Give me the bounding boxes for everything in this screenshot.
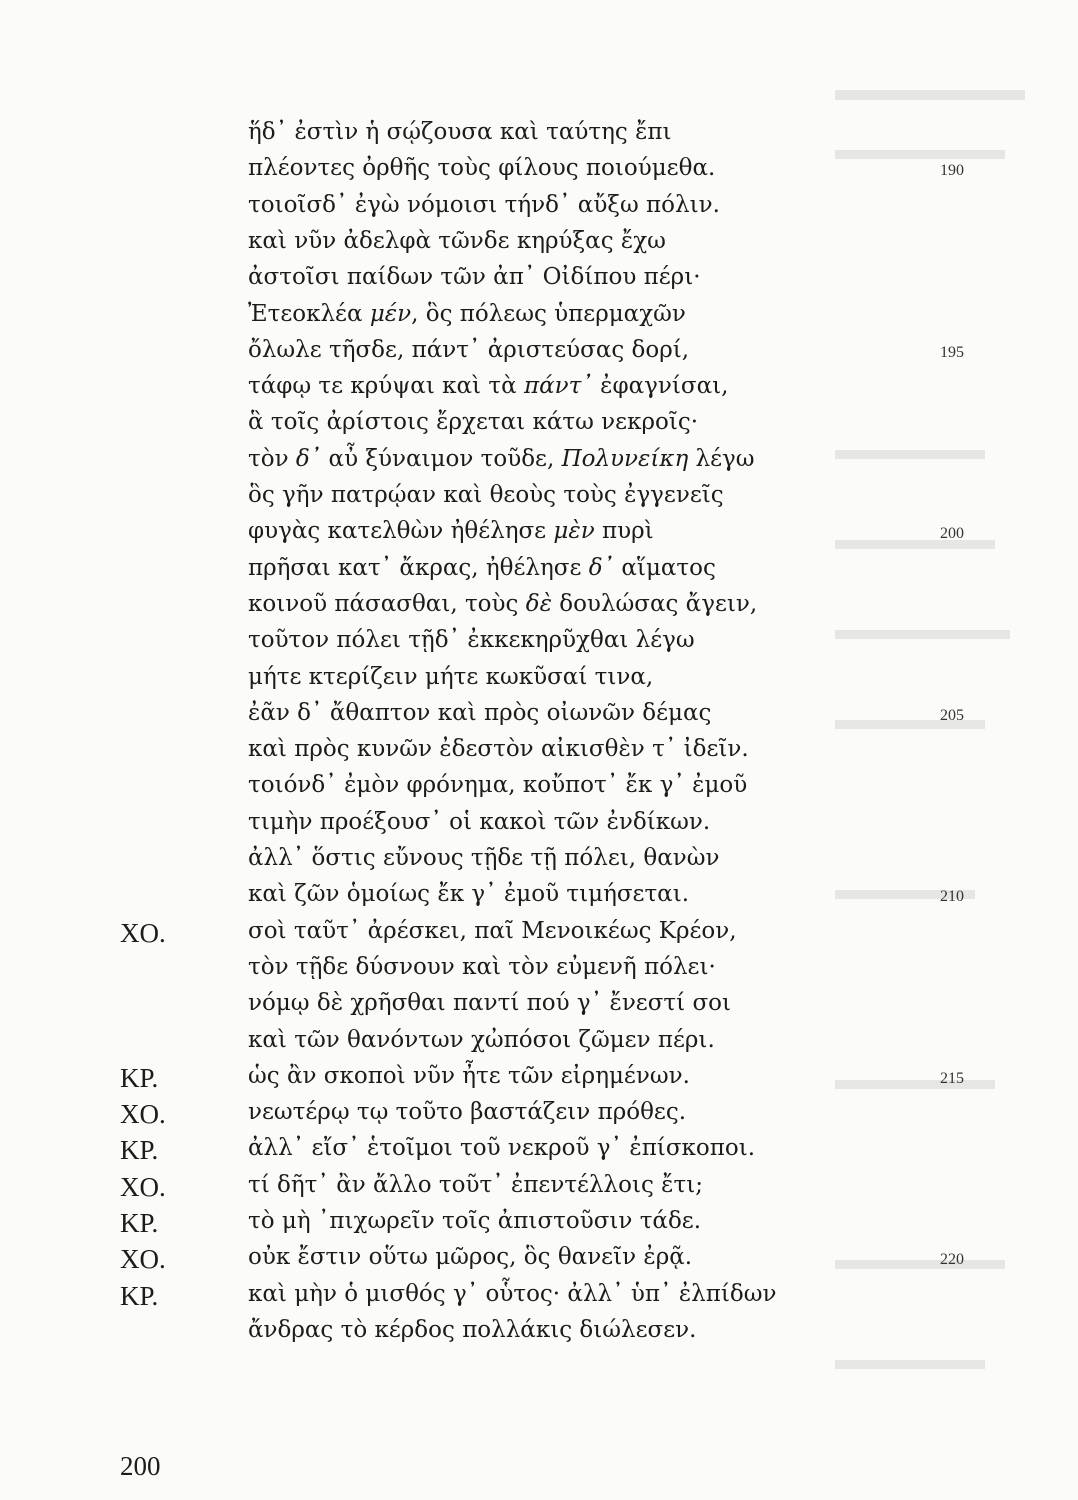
verse-text — [248, 881, 689, 907]
verse-line — [0, 1242, 1078, 1278]
verse-line — [0, 117, 1078, 153]
verse-segment: τί δῆτ᾽ ἂν ἄλλο τοῦτ᾽ ἐπεντέλλοις ἔτι; — [248, 1171, 704, 1198]
verse-text — [248, 1135, 755, 1161]
verse-segment: , ὃς πόλεως ὑπερμαχῶν — [411, 300, 686, 327]
speaker-label: ΧΟ. — [120, 1171, 166, 1202]
speaker-label: ΚΡ. — [120, 1208, 159, 1238]
verse-text — [248, 845, 719, 871]
verse-line — [0, 371, 1078, 407]
verse-segment: ἀστοῖσι παίδων τῶν ἀπ᾽ Οἰδίπου πέρι· — [248, 264, 701, 291]
verse-line — [0, 1170, 1078, 1206]
verse-line — [0, 589, 1078, 625]
verse-segment: αἵματος — [614, 554, 716, 581]
italic-word: πάντ᾽ — [523, 373, 593, 400]
speaker-label: ΚΡ. — [120, 1062, 159, 1093]
verse-text — [248, 700, 711, 726]
verse-segment: αὖ ξύναιμον τοῦδε, — [321, 445, 562, 472]
verse-text — [248, 809, 710, 835]
verse-text — [248, 301, 686, 327]
verse-line — [0, 734, 1078, 770]
verse-text — [248, 772, 747, 798]
verse-segment: τοιόνδ᾽ ἐμὸν φρόνημα, κοὔποτ᾽ ἔκ γ᾽ ἐμοῦ — [248, 772, 748, 799]
line-number: 220 — [940, 1251, 964, 1269]
speaker-label: ΧΟ. — [120, 1099, 166, 1130]
verse-line — [0, 153, 1078, 189]
verse-line — [0, 516, 1078, 552]
speaker-label: ΚΡ. — [120, 1280, 159, 1311]
verse-segment: σοὶ ταῦτ᾽ ἀρέσκει, παῖ Μενοικέως Κρέον, — [248, 917, 737, 944]
verse-text — [248, 1063, 690, 1089]
verse-text — [248, 555, 716, 581]
italic-word: Πολυνείκη — [561, 445, 689, 472]
verse-segment: φυγὰς κατελθὼν ἠθέλησε — [248, 518, 554, 545]
verse-line — [0, 262, 1078, 298]
verse-line — [0, 662, 1078, 698]
line-number: 195 — [940, 343, 964, 361]
verse-text — [248, 990, 731, 1016]
verse-line — [0, 1061, 1078, 1097]
verse-segment: νόμῳ δὲ χρῆσθαι παντί πού γ᾽ ἔνεστί σοι — [248, 990, 732, 1017]
verse-segment: τιμὴν προέξουσ᾽ οἱ κακοὶ τῶν ἐνδίκων. — [248, 808, 711, 835]
verse-line — [0, 1025, 1078, 1061]
verse-text — [248, 228, 666, 254]
verse-line — [0, 916, 1078, 952]
verse-line — [0, 843, 1078, 879]
verse-line — [0, 625, 1078, 661]
verse-text — [248, 409, 698, 435]
verse-segment: ἀλλ᾽ εἴσ᾽ ἑτοῖμοι τοῦ νεκροῦ γ᾽ ἐπίσκοποι. — [248, 1135, 756, 1162]
verse-segment: καὶ ζῶν ὁμοίως ἔκ γ᾽ ἐμοῦ τιμήσεται. — [248, 881, 690, 908]
line-number: 205 — [940, 706, 964, 724]
italic-word: μὲν — [553, 518, 595, 545]
verse-segment: ἃ τοῖς ἀρίστοις ἔρχεται κάτω νεκροῖς· — [248, 409, 699, 436]
verse-segment: τὸ μὴ ᾽πιχωρεῖν τοῖς ἀπιστοῦσιν τάδε. — [248, 1208, 702, 1234]
verse-segment: κοινοῦ πάσασθαι, τοὺς — [248, 590, 526, 617]
verse-text — [248, 736, 749, 762]
verse-line — [0, 553, 1078, 589]
verse-segment: τοῦτον πόλει τῇδ᾽ ἐκκεκηρῦχθαι λέγω — [248, 627, 695, 654]
verse-segment: ἄνδρας τὸ κέρδος πολλάκις διώλεσεν. — [248, 1316, 697, 1343]
verse-segment: καὶ μὴν ὁ μισθός γ᾽ οὗτος· ἀλλ᾽ ὑπ᾽ ἐλπίδων — [248, 1280, 777, 1307]
verse-text — [248, 192, 720, 218]
verse-text — [248, 518, 654, 544]
verse-segment: καὶ τῶν θανόντων χὠπόσοι ζῶμεν πέρι. — [248, 1026, 715, 1053]
verse-text — [248, 1208, 701, 1234]
verse-segment: ἐᾶν δ᾽ ἄθαπτον καὶ πρὸς οἰωνῶν δέμας — [248, 699, 712, 726]
italic-word: δ᾽ — [295, 445, 322, 472]
verse-segment: καὶ πρὸς κυνῶν ἐδεστὸν αἰκισθὲν τ᾽ ἰδεῖν. — [248, 736, 749, 763]
verse-text — [248, 954, 716, 980]
verse-segment: ἀλλ᾽ ὅστις εὔνους τῇδε τῇ πόλει, θανὼν — [248, 845, 720, 871]
verse-line — [0, 1133, 1078, 1169]
verse-line — [0, 879, 1078, 915]
verse-line — [0, 988, 1078, 1024]
verse-text — [248, 1099, 686, 1125]
verse-text — [248, 1317, 696, 1343]
speaker-label: ΚΡ. — [120, 1135, 159, 1166]
verse-text — [248, 591, 757, 617]
verse-line — [0, 1279, 1078, 1315]
verse-line — [0, 407, 1078, 443]
verse-line — [0, 480, 1078, 516]
verse-segment: πλέοντες ὀρθῆς τοὺς φίλους ποιούμεθα. — [248, 155, 716, 182]
verse-line — [0, 698, 1078, 734]
verse-text — [248, 1172, 703, 1198]
verse-text — [248, 918, 737, 944]
verse-line — [0, 1097, 1078, 1133]
verse-segment: οὐκ ἔστιν οὕτω μῶρος, ὃς θανεῖν ἐρᾷ. — [248, 1244, 693, 1271]
speaker-label: ΧΟ. — [120, 917, 166, 948]
verse-segment: ὡς ἂν σκοποὶ νῦν ἦτε τῶν εἰρημένων. — [248, 1062, 690, 1089]
line-number: 210 — [940, 888, 964, 906]
verse-segment: πρῆσαι κατ᾽ ἄκρας, ἠθέλησε — [248, 554, 589, 581]
verse-segment: μήτε κτερίζειν μήτε κωκῦσαί τινα, — [248, 663, 654, 690]
page-number: 200 — [120, 1451, 161, 1481]
verse-line — [0, 444, 1078, 480]
verse-text — [248, 482, 724, 508]
verse-text — [248, 1244, 692, 1270]
verse-line — [0, 807, 1078, 843]
verse-segment: τὸν τῇδε δύσνουν καὶ τὸν εὐμενῆ πόλει· — [248, 953, 716, 980]
verse-line — [0, 335, 1078, 371]
verse-segment: τοιοῖσδ᾽ ἐγὼ νόμοισι τήνδ᾽ αὔξω πόλιν. — [248, 191, 720, 218]
verse-line — [0, 190, 1078, 226]
verse-text — [248, 446, 755, 472]
verse-segment: τάφῳ τε κρύψαι καὶ τὰ — [248, 373, 524, 400]
verse-segment: καὶ νῦν ἀδελφὰ τῶνδε κηρύξας ἔχω — [248, 227, 666, 254]
verse-text — [248, 1281, 776, 1307]
verse-segment: ἐφαγνίσαι, — [592, 373, 729, 400]
verse-segment: ὃς γῆν πατρῴαν καὶ θεοὺς τοὺς ἐγγενεῖς — [248, 482, 724, 508]
verse-line — [0, 299, 1078, 335]
verse-segment: λέγω — [688, 445, 755, 472]
verse-line — [0, 770, 1078, 806]
verse-segment: ὄλωλε τῆσδε, πάντ᾽ ἀριστεύσας δορί, — [248, 336, 690, 363]
verse-segment: ἥδ᾽ ἐστὶν ἡ σῴζουσα καὶ ταύτης ἔπι — [248, 119, 672, 145]
verse-text — [248, 1027, 715, 1053]
speaker-label: ΧΟ. — [120, 1244, 166, 1275]
verse-text — [248, 627, 695, 653]
verse-segment: τὸν — [248, 445, 296, 472]
verse-segment: δουλώσας ἄγειν, — [551, 590, 758, 617]
verse-text — [248, 337, 689, 363]
verse-line — [0, 1315, 1078, 1351]
verse-text — [248, 264, 701, 290]
verse-segment: Ἐτεοκλέα — [248, 300, 370, 327]
verse-line — [0, 1206, 1078, 1242]
italic-word: δ᾽ — [588, 554, 615, 581]
verse-text — [248, 119, 672, 145]
italic-word: δὲ — [525, 590, 552, 617]
verse-text — [248, 373, 728, 399]
verse-segment: πυρὶ — [594, 518, 654, 545]
line-number: 200 — [940, 525, 964, 543]
line-number: 215 — [940, 1069, 964, 1087]
verse-text — [248, 664, 653, 690]
verse-text — [248, 155, 715, 181]
italic-word: μέν — [369, 300, 412, 327]
line-number: 190 — [940, 162, 964, 180]
verse-line — [0, 952, 1078, 988]
verse-segment: νεωτέρῳ τῳ τοῦτο βαστάζειν πρόθες. — [248, 1099, 687, 1126]
verse-line — [0, 226, 1078, 262]
